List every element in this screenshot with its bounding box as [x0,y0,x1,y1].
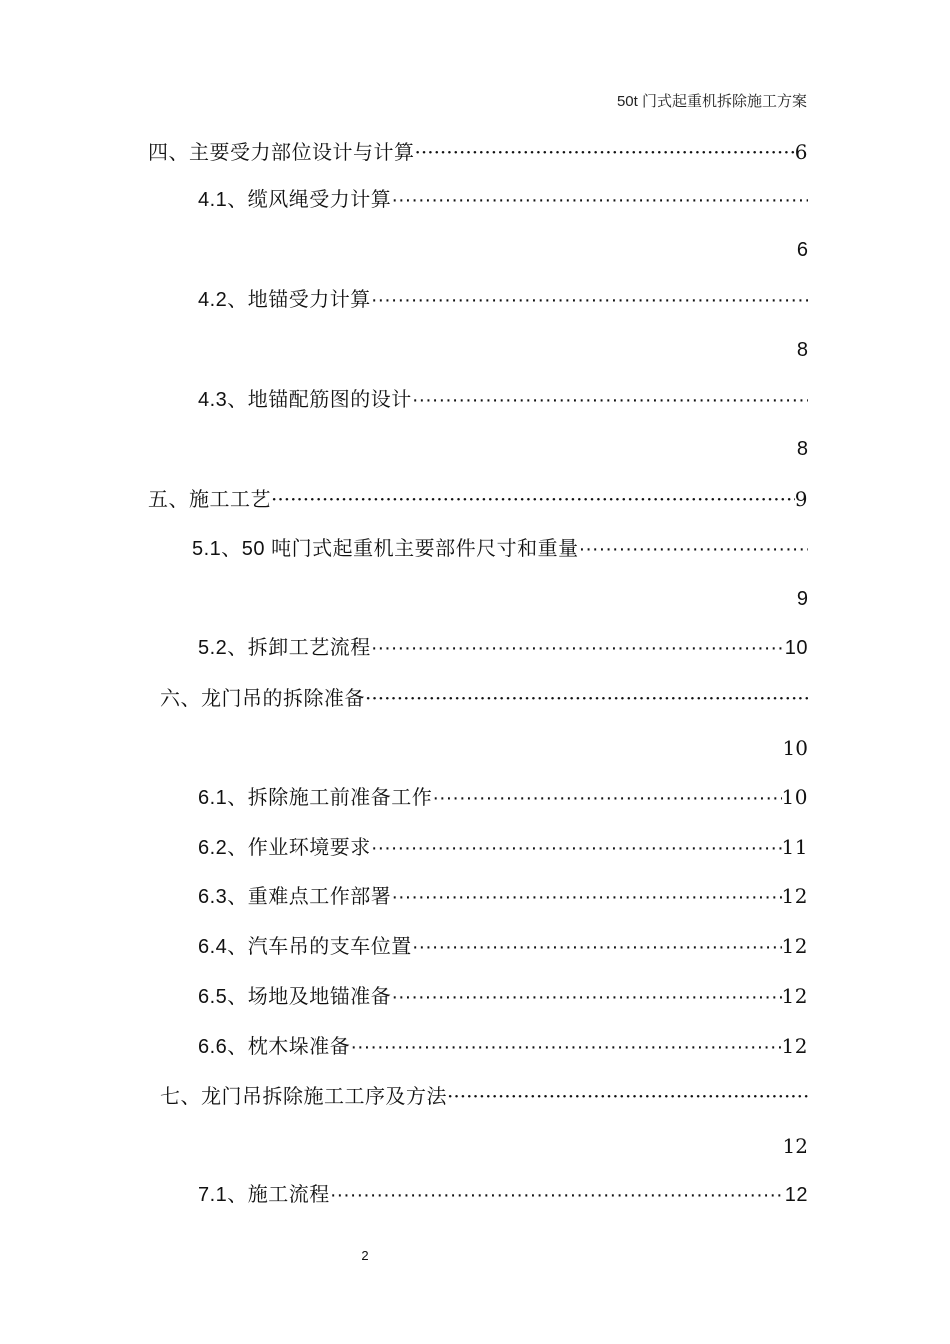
toc-entry-title: 6.5、场地及地锚准备 [198,986,392,1008]
toc-entry-title: 4.2、地锚受力计算 [198,289,371,311]
toc-dot-leader [371,633,785,663]
toc-entry-title: 5.1、50 吨门式起重机主要部件尺寸和重量 [192,538,579,560]
toc-dot-leader [350,1032,781,1062]
toc-entry-title: 四、主要受力部位设计与计算 [148,140,415,164]
toc-entry-title: 6.2、作业环境要求 [198,837,371,859]
toc-entry-page: 8 [796,438,808,460]
toc-dot-leader [447,1081,808,1111]
toc-entry-title: 4.1、缆风绳受力计算 [198,189,392,211]
toc-entry-title: 6.3、重难点工作部署 [198,886,392,908]
toc-entry[interactable] [192,534,808,564]
toc-entry-title: 7.1、施工流程 [198,1184,330,1206]
toc-entry-page: 12 [784,1184,808,1206]
toc-entry[interactable] [160,1081,808,1111]
toc-entry-page: 6 [794,140,808,164]
toc-entry-page: 6 [796,239,808,261]
toc-dot-leader [365,683,808,713]
toc-entry-title: 六、龙门吊的拆除准备 [160,686,365,710]
toc-entry[interactable] [198,185,808,215]
toc-entry[interactable] [148,484,808,514]
toc-dot-leader [391,185,808,215]
toc-entry-page: 12 [782,1134,808,1158]
toc-entry-page: 10 [784,637,808,659]
toc-entry[interactable] [198,633,808,663]
toc-dot-leader [271,484,795,514]
toc-entry-page: 12 [781,1034,808,1058]
toc-dot-leader [412,385,808,415]
toc-entry[interactable] [198,285,808,315]
toc-entry-page: 12 [781,984,808,1008]
toc-entry-title: 4.3、地锚配筋图的设计 [198,389,412,411]
page-number: 2 [361,1248,369,1263]
toc-entry-title: 五、施工工艺 [148,487,271,511]
toc-entry-title: 6.1、拆除施工前准备工作 [198,787,433,809]
toc-entry-page: 12 [781,934,808,958]
toc-dot-leader [391,882,781,912]
toc-dot-leader [371,833,782,863]
toc-entry-page: 9 [794,487,808,511]
toc-dot-leader [412,932,782,962]
toc-dot-leader [330,1180,785,1210]
toc-entry[interactable] [160,683,808,713]
toc-entry[interactable] [148,137,808,167]
toc-entry[interactable] [198,981,808,1011]
toc-entry[interactable] [198,931,808,961]
toc-entry[interactable] [198,1031,808,1061]
toc-entry-page: 9 [796,588,808,610]
toc-entry-page: 12 [781,884,808,908]
toc-entry[interactable] [198,385,808,415]
toc-dot-leader [415,137,795,167]
toc-entry[interactable] [198,881,808,911]
toc-entry-page: 10 [782,736,808,760]
toc-entry-title: 七、龙门吊拆除施工工序及方法 [160,1084,447,1108]
toc-dot-leader [432,783,781,813]
toc-dot-leader [371,285,808,315]
toc-entry[interactable] [198,1180,808,1210]
toc-entry[interactable] [198,832,808,862]
toc-entry-page: 11 [781,835,808,859]
toc-entry-title: 6.6、枕木垛准备 [198,1036,351,1058]
toc-entry-page: 8 [796,339,808,361]
toc-entry-title: 5.2、拆卸工艺流程 [198,637,371,659]
toc-dot-leader [391,982,781,1012]
toc-entry[interactable] [198,782,808,812]
toc-dot-leader [579,534,808,564]
toc-entry-title: 6.4、汽车吊的支车位置 [198,936,412,958]
toc-entry-page: 10 [781,785,808,809]
document-header-title: 50t 门式起重机拆除施工方案 [616,93,807,110]
